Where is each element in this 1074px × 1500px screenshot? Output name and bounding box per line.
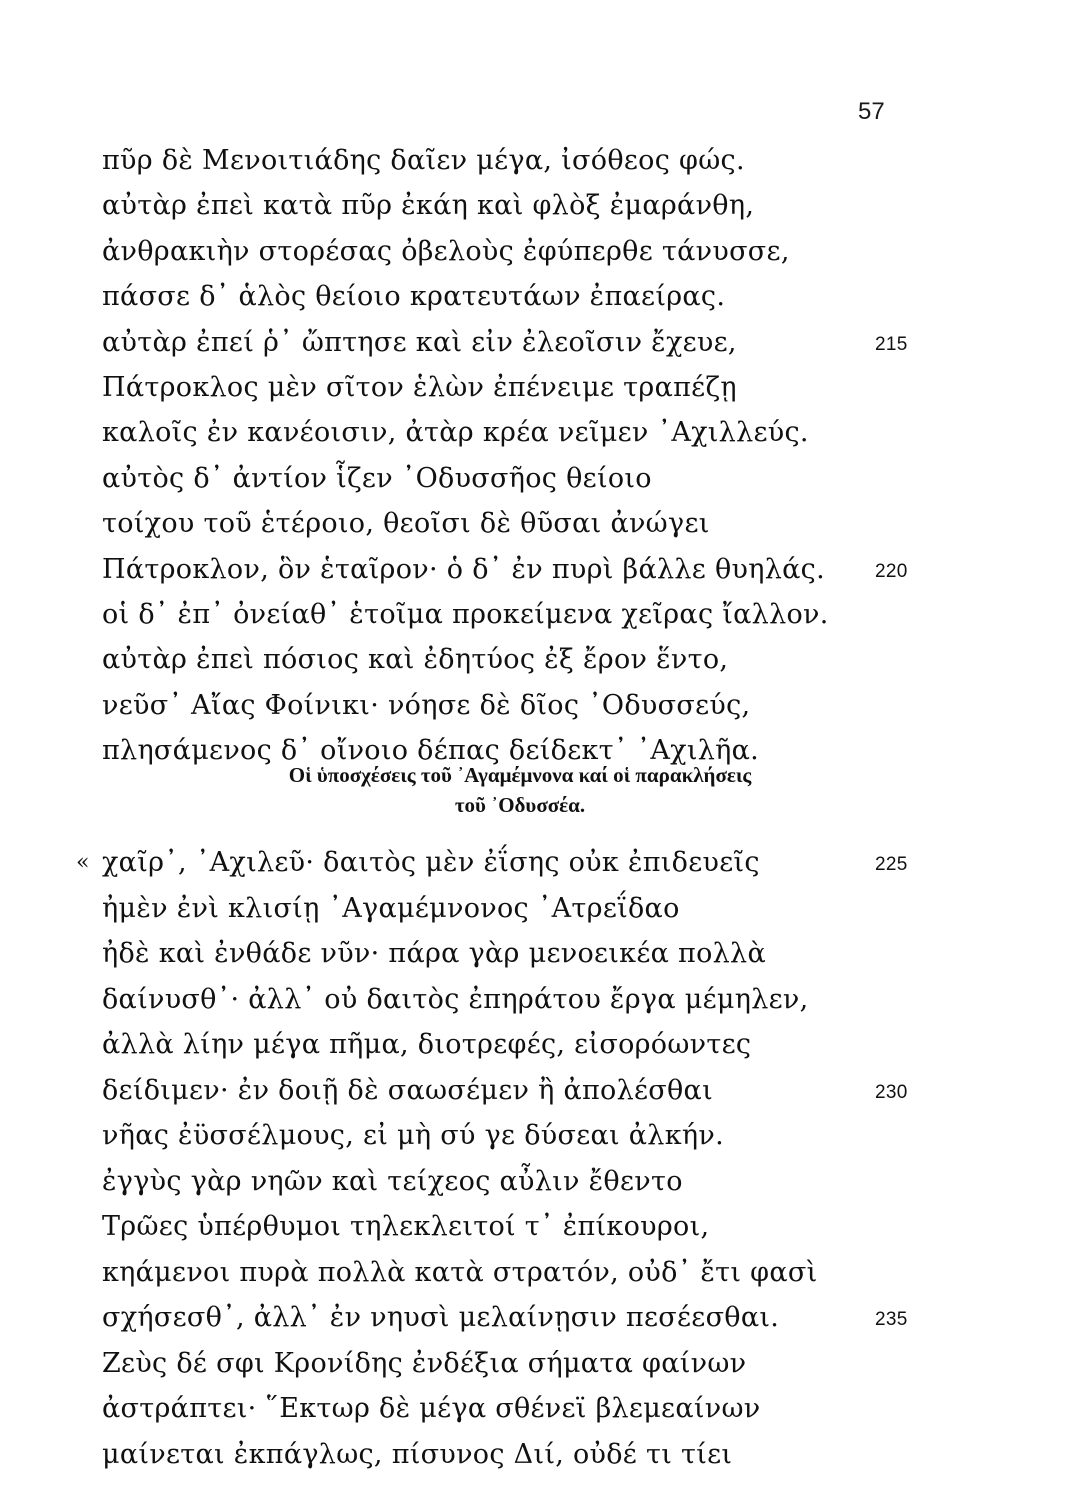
- verse-text: αὐτὰρ ἐπεί ῥ᾽ ὤπτησε καὶ εἰν ἐλεοῖσιν ἔχευε,: [102, 326, 737, 358]
- verse-text: κηάμενοι πυρὰ πολλὰ κατὰ στρατόν, οὐδ᾽ ἔτι φασὶ: [102, 1256, 818, 1288]
- verse-line: [92, 229, 1032, 274]
- verse-text: Πάτροκλον, ὃν ἑταῖρον· ὁ δ᾽ ἐν πυρὶ βάλλε θυηλάς.: [102, 553, 825, 585]
- verse-text: ἠμὲν ἐνὶ κλισίῃ ᾿Αγαμέμνονος ᾿Ατρεΐδαο: [102, 892, 680, 924]
- line-number: 230: [875, 1081, 908, 1103]
- verse-line: [92, 931, 1032, 977]
- verse-line: [92, 1250, 1032, 1296]
- verse-text: Ζεὺς δέ σφι Κρονίδης ἐνδέξια σήματα φαίνων: [102, 1347, 747, 1379]
- verse-line: [92, 547, 1032, 592]
- verse-text: πλησάμενος δ᾽ οἴνοιο δέπας δείδεκτ᾽ ᾿Αχιλῆα.: [102, 735, 760, 767]
- verse-line: [92, 1432, 1032, 1478]
- verse-line: [92, 410, 1032, 455]
- verse-line: [92, 1022, 1032, 1068]
- verse-text: αὐτὰρ ἐπεὶ πόσιος καὶ ἐδητύος ἐξ ἔρον ἕντο,: [102, 644, 729, 676]
- verse-line: [92, 501, 1032, 546]
- line-number: 215: [875, 333, 908, 355]
- page-number: 57: [858, 98, 885, 125]
- verse-line: [92, 320, 1032, 365]
- verse-line: [92, 1341, 1032, 1387]
- verse-line: [92, 886, 1032, 932]
- verse-text: οἱ δ᾽ ἐπ᾽ ὀνείαθ᾽ ἑτοῖμα προκείμενα χεῖρας ἴαλλον.: [102, 598, 829, 630]
- verse-block-1: [92, 138, 1032, 773]
- verse-text: ἠδὲ καὶ ἐνθάδε νῦν· πάρα γὰρ μενοεικέα πολλὰ: [102, 938, 767, 969]
- verse-line: [92, 183, 1032, 228]
- verse-text: ἀνθρακιὴν στορέσας ὀβελοὺς ἐφύπερθε τάνυσσε,: [102, 235, 790, 267]
- verse-text: καλοῖς ἐν κανέοισιν, ἀτὰρ κρέα νεῖμεν ᾿Αχιλλεύς.: [102, 417, 809, 449]
- verse-line: [92, 1295, 1032, 1341]
- verse-line: [92, 1159, 1032, 1205]
- line-number: 235: [875, 1309, 908, 1330]
- line-number: 220: [875, 560, 908, 582]
- verse-text: αὐτὰρ ἐπεὶ κατὰ πῦρ ἐκάη καὶ φλὸξ ἐμαράνθη,: [102, 190, 755, 222]
- verse-line: [92, 1386, 1032, 1432]
- verse-line: [92, 1204, 1032, 1250]
- verse-text: ἀλλὰ λίην μέγα πῆμα, διοτρεφές, εἰσορόωντες: [102, 1029, 752, 1060]
- verse-text: αὐτὸς δ᾽ ἀντίον ἷζεν ᾿Οδυσσῆος θείοιο: [102, 462, 652, 494]
- verse-text: Τρῶες ὑπέρθυμοι τηλεκλειτοί τ᾽ ἐπίκουροι,: [102, 1211, 710, 1242]
- verse-line: [92, 456, 1032, 501]
- verse-block-2: [76, 840, 1032, 1477]
- section-heading-line-1: Οἱ ὑποσχέσεις τοῦ ᾿Αγαμέμνονα καί οἱ παρακλήσεις: [288, 763, 752, 787]
- verse-text: νῆας ἐϋσσέλμους, εἰ μὴ σύ γε δύσεαι ἀλκήν.: [102, 1120, 724, 1151]
- verse-line: [92, 637, 1032, 682]
- verse-text: δαίνυσθ᾽· ἀλλ᾽ οὐ δαιτὸς ἐπηράτου ἔργα μέμηλεν,: [102, 983, 809, 1015]
- line-number: 225: [875, 854, 908, 875]
- verse-line: [76, 840, 1032, 886]
- verse-line: [92, 1068, 1032, 1114]
- verse-text: πάσσε δ᾽ ἁλὸς θείοιο κρατευτάων ἐπαείρας.: [102, 281, 726, 313]
- verse-line: [92, 365, 1032, 410]
- verse-text: νεῦσ᾽ Αἴας Φοίνικι· νόησε δὲ δῖος ᾿Οδυσσεύς,: [102, 689, 751, 721]
- verse-text: ἐγγὺς γὰρ νηῶν καὶ τείχεος αὖλιν ἔθεντο: [102, 1165, 683, 1197]
- verse-line: [92, 683, 1032, 728]
- verse-text: Πάτροκλος μὲν σῖτον ἑλὼν ἐπένειμε τραπέζῃ: [102, 371, 737, 403]
- verse-text: χαῖρ᾽, ᾿Αχιλεῦ· δαιτὸς μὲν ἐΐσης οὐκ ἐπιδευεῖς: [102, 847, 760, 878]
- verse-line: [92, 138, 1032, 183]
- verse-text: πῦρ δὲ Μενοιτιάδης δαῖεν μέγα, ἰσόθεος φώς.: [102, 145, 745, 176]
- verse-text: μαίνεται ἐκπάγλως, πίσυνος Διί, οὐδέ τι τίει: [102, 1438, 733, 1470]
- verse-line: [92, 274, 1032, 319]
- verse-line: [92, 1113, 1032, 1159]
- section-heading: [150, 760, 890, 820]
- section-heading-line-2: τοῦ ᾿Οδυσσέα.: [454, 793, 586, 817]
- verse-line: [92, 592, 1032, 637]
- opening-quote-mark: «: [76, 850, 90, 875]
- verse-text: δείδιμεν· ἐν δοιῇ δὲ σαωσέμεν ἢ ἀπολέσθαι: [102, 1074, 713, 1106]
- verse-text: ἀστράπτει· ῞Εκτωρ δὲ μέγα σθένεϊ βλεμεαίνων: [102, 1393, 761, 1424]
- verse-text: σχήσεσθ᾽, ἀλλ᾽ ἐν νηυσὶ μελαίνῃσιν πεσέεσθαι.: [102, 1302, 780, 1333]
- verse-line: [92, 977, 1032, 1023]
- verse-text: τοίχου τοῦ ἑτέροιο, θεοῖσι δὲ θῦσαι ἀνώγει: [102, 508, 710, 540]
